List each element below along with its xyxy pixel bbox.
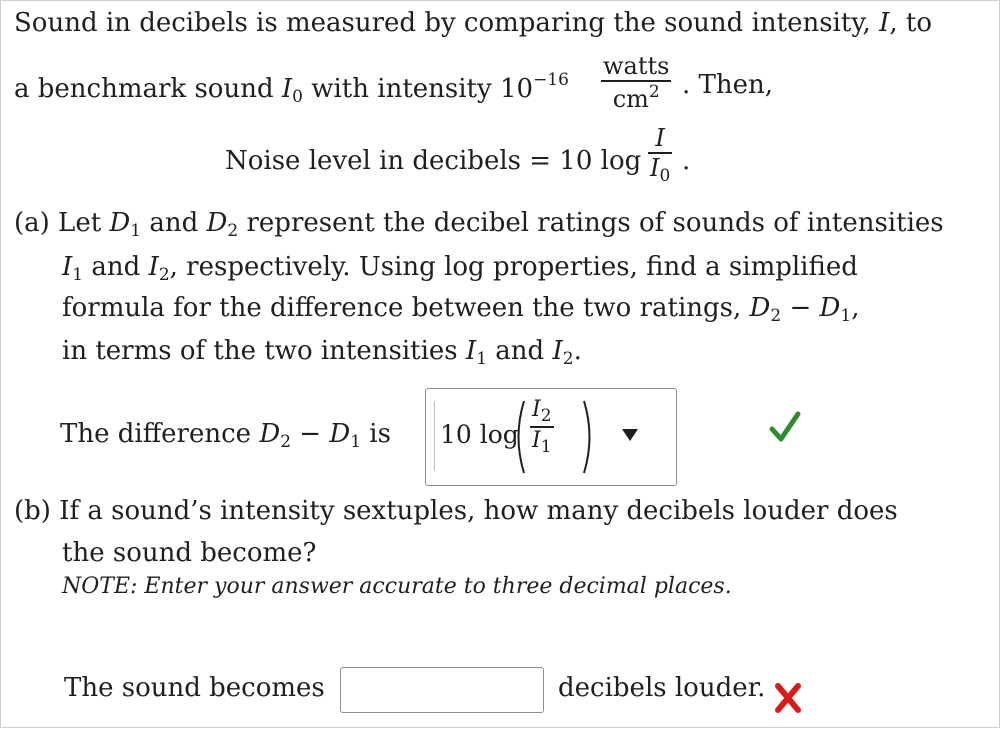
unit-numerator: watts	[603, 52, 670, 80]
difference-formula-dropdown[interactable]	[425, 388, 677, 486]
power-exponent: −16	[533, 70, 569, 90]
var-d2: D	[749, 293, 771, 323]
then-text: . Then,	[682, 70, 774, 100]
part-a-label: (a) Let	[14, 208, 110, 238]
var-d1: D	[819, 293, 841, 323]
sub: 1	[350, 432, 362, 452]
selected-denominator	[530, 428, 554, 457]
part-b-line-2	[62, 538, 316, 568]
sub: 2	[227, 221, 239, 241]
power-base: 10	[499, 74, 534, 104]
minus-sign: −	[291, 419, 330, 449]
answer-b-suffix	[558, 673, 765, 703]
dropdown-divider	[434, 401, 435, 471]
difference-text: The difference	[60, 419, 260, 449]
part-a-text: in terms of the two intensities	[62, 336, 466, 366]
selected-numerator	[530, 397, 554, 426]
sub: 2	[280, 432, 292, 452]
intro-text-end: , to	[889, 8, 933, 38]
part-b-line-1	[14, 496, 898, 526]
period: .	[573, 336, 582, 366]
unit-den-text: cm	[612, 85, 649, 113]
var-i1: I	[62, 252, 73, 282]
unit-den-exponent: 2	[648, 82, 660, 102]
and-text: and	[141, 208, 207, 238]
comma: ,	[851, 293, 860, 323]
intro-then	[682, 70, 773, 100]
part-a-line-4	[62, 336, 582, 369]
part-a-text: represent the decibel ratings of sounds of intensities	[238, 208, 944, 238]
var-i2: I	[148, 252, 159, 282]
left-paren	[512, 399, 526, 475]
var-intensity: I	[879, 8, 890, 38]
sub: 2	[562, 349, 574, 369]
selected-fraction	[530, 397, 554, 457]
minus-sign: −	[781, 293, 820, 323]
is-text: is	[361, 419, 391, 449]
sub: 1	[840, 306, 852, 326]
sub: 1	[130, 221, 142, 241]
intro-line-2	[14, 70, 569, 107]
part-a-line-3	[62, 293, 860, 326]
part-a-text: , respectively. Using log properties, find a simplified	[169, 252, 858, 282]
selected-coefficient: 10 log	[440, 420, 519, 449]
selected-den-sub: 1	[540, 437, 552, 457]
formula-lhs: Noise level in decibels = 10 log	[225, 146, 642, 176]
sound-becomes-text: The sound becomes	[64, 673, 325, 703]
sub: 2	[770, 306, 782, 326]
intro-text: Sound in decibels is measured by comparing the sound intensity,	[14, 8, 880, 38]
selected-den-var: I	[532, 428, 541, 453]
var-i1: I	[465, 336, 477, 366]
decibels-answer-input[interactable]	[340, 667, 544, 713]
formula-end	[682, 146, 690, 176]
answer-a-prompt	[60, 419, 391, 452]
check-icon	[768, 410, 802, 444]
and-text: and	[487, 336, 553, 366]
var-benchmark: I	[281, 74, 293, 104]
var-i2: I	[552, 336, 563, 366]
sub: 1	[476, 349, 488, 369]
formula-den-var: I	[650, 154, 660, 182]
formula-numerator: I	[655, 124, 665, 152]
part-a-line-1	[14, 208, 944, 241]
var-d1: D	[109, 208, 131, 238]
precision-note	[62, 574, 732, 599]
right-paren	[582, 399, 596, 475]
sub: 1	[72, 265, 84, 285]
part-a-line-2	[62, 252, 858, 285]
decibels-louder-text: decibels louder.	[558, 673, 766, 703]
var-d2: D	[206, 208, 228, 238]
answer-b-prefix	[64, 673, 325, 703]
chevron-down-icon[interactable]	[621, 428, 639, 442]
selected-num-sub: 2	[540, 406, 552, 426]
intro-line-1	[14, 8, 932, 38]
part-b-question: (b) If a sound’s intensity sextuples, how many decibels louder does	[14, 496, 898, 526]
and-text: and	[83, 252, 149, 282]
formula-fraction	[648, 124, 672, 186]
intensity-text: with intensity	[302, 74, 500, 104]
formula-denominator	[648, 154, 672, 186]
selected-num-var: I	[532, 397, 541, 422]
noise-formula	[225, 146, 641, 176]
cross-icon	[773, 682, 803, 714]
sub: 2	[158, 265, 170, 285]
note-text: NOTE: Enter your answer accurate to three decimal places.	[62, 574, 732, 599]
benchmark-subscript: 0	[292, 87, 303, 107]
part-a-text: formula for the difference between the two ratings,	[62, 293, 750, 323]
benchmark-text: a benchmark sound	[14, 74, 282, 104]
formula-den-sub: 0	[659, 166, 671, 186]
formula-period: .	[682, 146, 691, 176]
var-d2: D	[259, 419, 281, 449]
unit-denominator	[611, 82, 662, 113]
part-b-question-cont: the sound become?	[62, 538, 317, 568]
var-d1: D	[329, 419, 351, 449]
unit-fraction	[601, 52, 671, 113]
